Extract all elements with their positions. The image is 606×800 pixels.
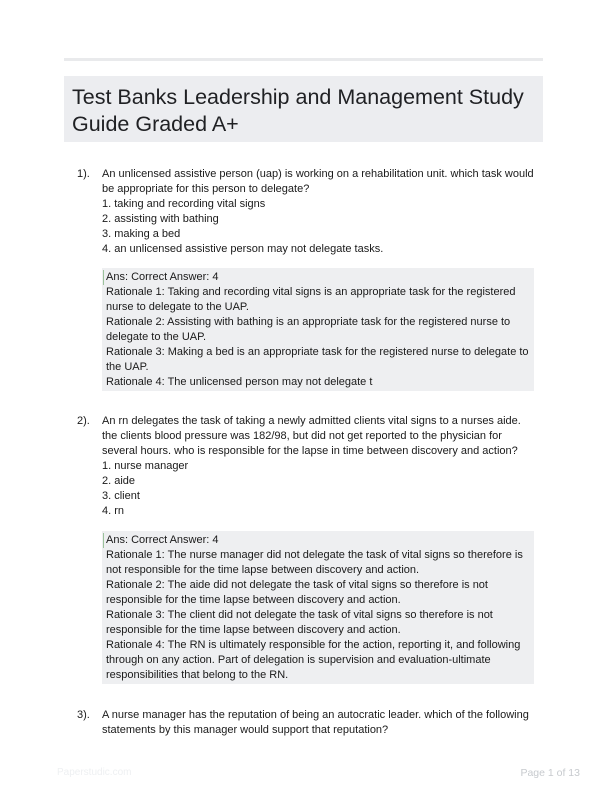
correct-answer: Ans: Correct Answer: 4 — [103, 533, 534, 548]
page-title: Test Banks Leadership and Management Study Guide Graded A+ — [72, 85, 524, 136]
option-item: 3. client — [102, 490, 140, 502]
question-text: An unlicensed assistive person (uap) is working on a rehabilitation unit. which task would be appropriate for this person to delegate? — [102, 168, 534, 195]
title-banner — [64, 76, 543, 142]
rationale: Rationale 3: The client did not delegate the task of vital signs so therefore is not responsible for the time lapse between discovery and action. — [106, 609, 493, 636]
footer-watermark: Paperstudic.com — [57, 767, 132, 778]
question-body — [102, 414, 538, 519]
rationale: Rationale 1: The nurse manager did not delegate the task of vital signs so therefore is not responsible for the time lapse between discovery and action. — [106, 549, 523, 576]
rationale: Rationale 4: The unlicensed person may not delegate t — [106, 376, 373, 388]
question-number: 1). — [77, 168, 90, 180]
header-divider — [64, 58, 543, 61]
rationale: Rationale 3: Making a bed is an appropriate task for the registered nurse to delegate to the UAP. — [106, 346, 529, 373]
option-item: 4. rn — [102, 505, 125, 517]
option-item: 1. taking and recording vital signs — [102, 198, 266, 210]
question-body — [102, 708, 538, 738]
rationale: Rationale 2: Assisting with bathing is an appropriate task for the registered nurse to delegate to the UAP. — [106, 316, 511, 343]
option-item: 2. assisting with bathing — [102, 213, 219, 225]
answer-box — [102, 531, 534, 684]
option-item: 3. making a bed — [102, 228, 181, 240]
question-number: 3). — [77, 709, 90, 721]
option-item: 2. aide — [102, 475, 136, 487]
page-indicator: Page 1 of 13 — [520, 767, 580, 779]
question-body — [102, 167, 538, 257]
rationale: Rationale 1: Taking and recording vital signs is an appropriate task for the registered nurse to delegate to the UAP. — [106, 286, 516, 313]
answer-box — [102, 268, 534, 391]
option-item: 4. an unlicensed assistive person may not delegate tasks. — [102, 243, 384, 255]
rationale: Rationale 4: The RN is ultimately responsible for the action, reporting it, and following through on any action. Part of delegation is supervision and evaluation-ultimate responsibilities that belong to the RN. — [106, 639, 521, 681]
question-text: A nurse manager has the reputation of being an autocratic leader. which of the following statements by this manager would support that reputation? — [102, 709, 529, 736]
rationale: Rationale 2: The aide did not delegate the task of vital signs so therefore is not responsible for the time lapse between discovery and action. — [106, 579, 488, 606]
correct-answer: Ans: Correct Answer: 4 — [103, 270, 534, 285]
question-text: An rn delegates the task of taking a newly admitted clients vital signs to a nurses aide. the clients blood pressure was 182/98, but did not get reported to the physician for several hours. who is responsible for the lapse in time between discovery and action? — [102, 415, 521, 457]
option-item: 1. nurse manager — [102, 460, 189, 472]
question-number: 2). — [77, 415, 90, 427]
